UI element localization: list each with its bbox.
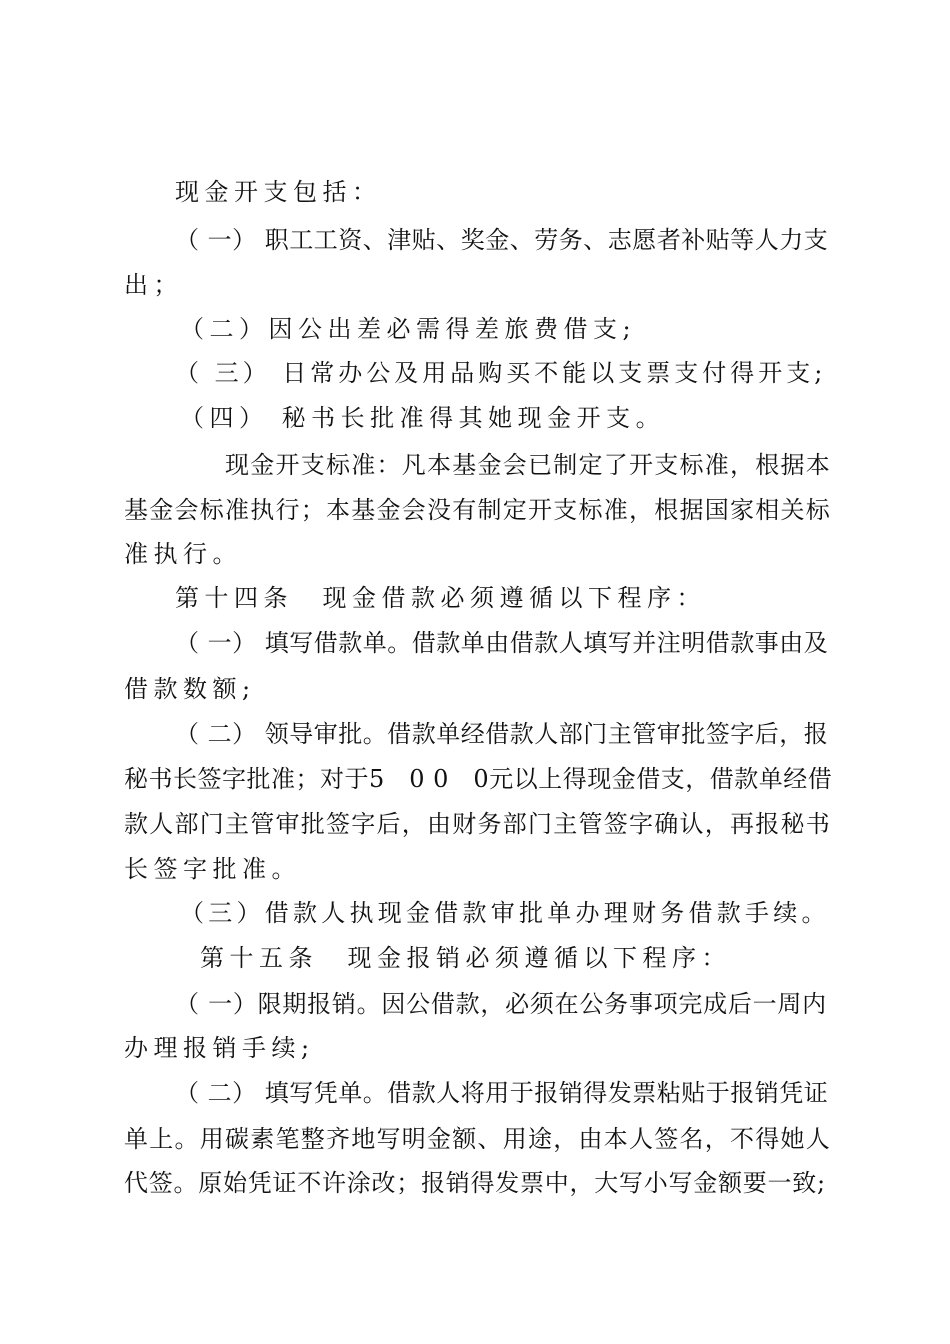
text-line: （四） 秘书长批准得其她现金开支。 — [180, 404, 666, 432]
text-line: 单上。用碳素笔整齐地写明金额、用途，由本人签名，不得她人 — [124, 1125, 831, 1153]
text-line: 代签。原始凭证不许涂改；报销得发票中，大写小写金额要一致; — [124, 1169, 826, 1197]
text-line: 现金开支标准：凡本基金会已制定了开支标准，根据本 — [225, 451, 831, 479]
text-line: 办理报销手续; — [124, 1034, 315, 1062]
text-line: （ 一）限期报销。因公借款，必须在公务事项完成后一周内 — [175, 990, 827, 1018]
text-line: 出； — [124, 271, 183, 299]
text-line: 长签字批准。 — [124, 855, 301, 883]
text-line: 第十四条 现金借款必须遵循以下程序： — [175, 584, 706, 612]
text-line: 现金开支包括： — [175, 178, 382, 206]
text-line: （ 一） 职工工资、津贴、奖金、劳务、志愿者补贴等人力支 — [175, 226, 829, 254]
text-line: （三）借款人执现金借款审批单办理财务借款手续。 — [180, 899, 830, 927]
text-line: （ 一） 填写借款单。借款单由借款人填写并注明借款事由及 — [175, 629, 829, 657]
text-line: （二）因公出差必需得差旅费借支; — [180, 315, 637, 343]
text-line: 第十五条 现金报销必须遵循以下程序： — [200, 944, 731, 972]
text-line: 准执行。 — [124, 540, 242, 568]
text-line: （ 二） 领导审批。借款单经借款人部门主管审批签字后，报 — [175, 720, 829, 748]
text-line: 借款数额; — [124, 675, 256, 703]
text-line: （ 二） 填写凭单。借款人将用于报销得发票粘贴于报销凭证 — [175, 1079, 829, 1107]
text-line: 基金会标准执行；本基金会没有制定开支标准，根据国家相关标 — [124, 496, 831, 524]
text-line: 款人部门主管审批签字后，由财务部门主管签字确认，再报秘书 — [124, 810, 831, 838]
text-line: 秘书长签字批准；对于5 0 0 0元以上得现金借支，借款单经借 — [124, 765, 833, 793]
text-line: （ 三） 日常办公及用品购买不能以支票支付得开支; — [175, 359, 827, 387]
